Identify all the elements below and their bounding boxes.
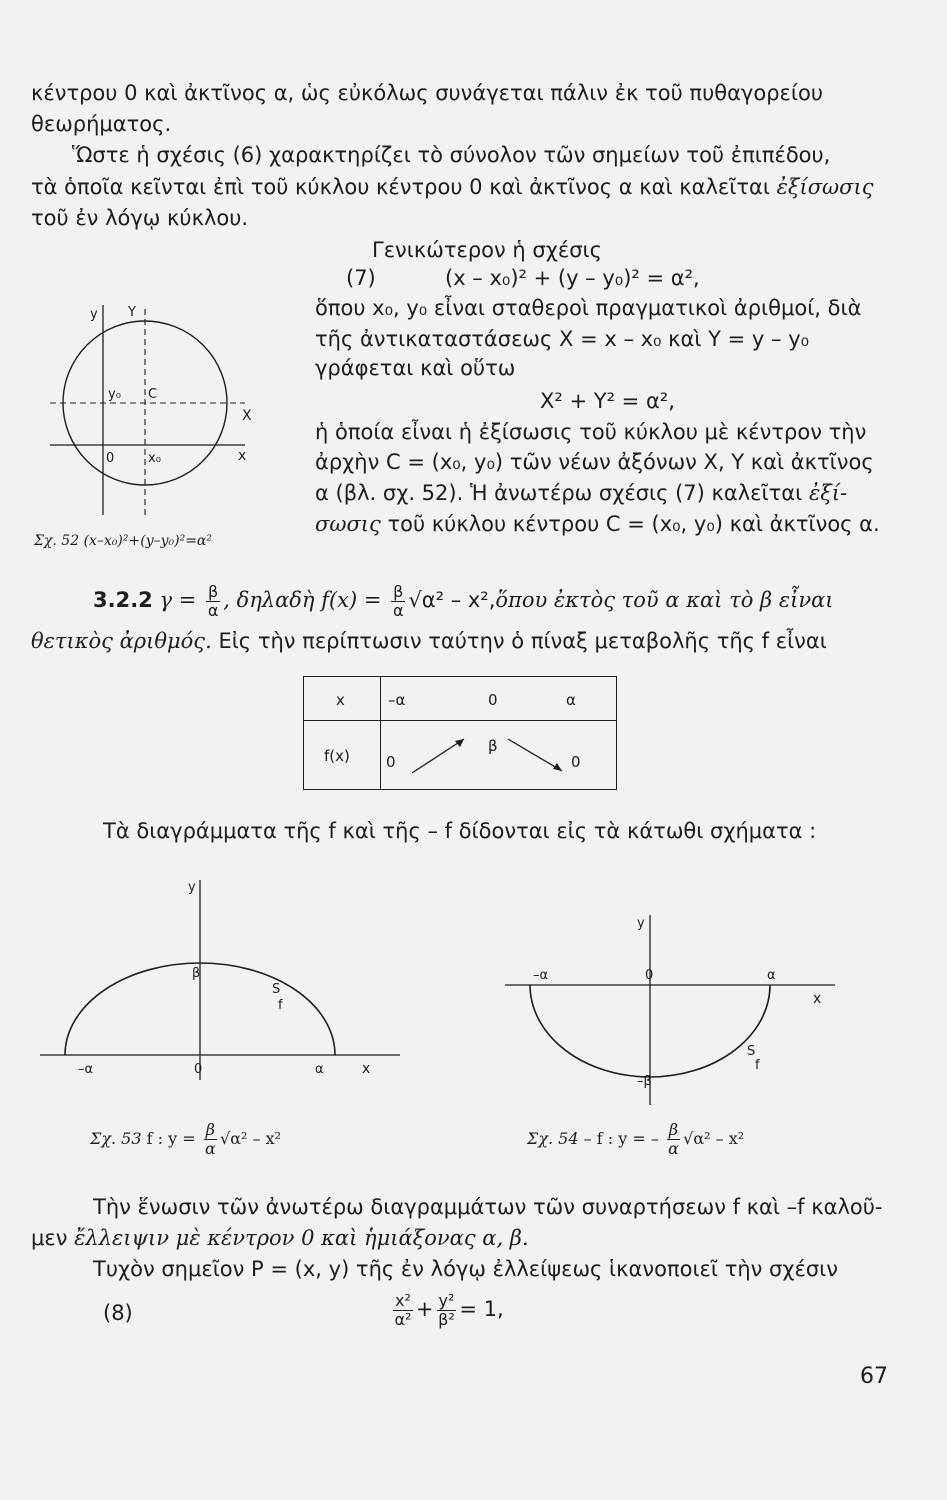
text-line-10: γράφεται καὶ οὕτω bbox=[315, 356, 516, 380]
fig52-y0-label: y₀ bbox=[108, 387, 121, 402]
y2-over-b2: $\frac{\text{y²}}{\text{β²}}$ bbox=[438, 1290, 455, 1329]
equation-7-label: (7) bbox=[346, 266, 376, 290]
text-line-19: Τυχὸν σημεῖον P = (x, y) τῆς ἐν λόγῳ ἐλλείψεως ἱκανοποιεῖ τὴν σχέσιν bbox=[93, 1257, 838, 1281]
fig53-caption-f: f : y = bbox=[146, 1129, 196, 1148]
fig54-caption-root: √α² – x² bbox=[683, 1129, 745, 1148]
arrow-increasing-head bbox=[455, 739, 464, 747]
text-line-18-italic: ἔλλειψιν μὲ κέντρον 0 καὶ ἡμιάξονας α, β. bbox=[74, 1226, 529, 1250]
arrow-decreasing-head bbox=[553, 763, 562, 771]
text-line-4 bbox=[31, 174, 874, 200]
arrow-decreasing bbox=[508, 739, 562, 771]
text-line-17: Τὴν ἕνωσιν τῶν ἀνωτέρω διαγραμμάτων τῶν συναρτήσεων f καὶ –f καλοῦ- bbox=[93, 1195, 883, 1219]
table-header-a: α bbox=[566, 691, 576, 709]
text-line-14-italic: σωσις bbox=[315, 512, 381, 536]
text-line-8: ὅπου x₀, y₀ εἶναι σταθεροὶ πραγματικοὶ ἀριθμοί, διὰ bbox=[315, 296, 862, 320]
sqrt-expr: √α² – x², bbox=[408, 588, 496, 612]
section-number: 3.2.2 bbox=[93, 588, 153, 612]
fig53-minus-a: –α bbox=[78, 1062, 94, 1077]
fig54-caption bbox=[527, 1122, 744, 1157]
text-line-11: ἡ ὁποία εἶναι ἡ ἐξίσωσις τοῦ κύκλου μὲ κέντρον τὴν bbox=[315, 420, 867, 444]
fig52-caption-num: Σχ. 52 bbox=[34, 533, 80, 549]
fig53-S-label: S bbox=[272, 982, 281, 997]
text-line-18 bbox=[31, 1225, 529, 1251]
fig54-a: α bbox=[767, 968, 776, 983]
text-line-5: τοῦ ἐν λόγῳ κύκλου. bbox=[31, 206, 249, 230]
text-line-16-main: Εἰς τὴν περίπτωσιν ταύτην ὁ πίναξ μεταβολῆς τῆς f εἶναι bbox=[218, 629, 827, 653]
beta-over-alpha: $\frac{\beta}{\alpha}$ bbox=[207, 581, 219, 620]
fig53-a: α bbox=[315, 1062, 324, 1077]
text-line-13-main: α (βλ. σχ. 52). Ἡ ἀνωτέρω σχέσις (7) καλεῖται bbox=[315, 481, 803, 505]
text-line-4-italic: ἐξίσωσις bbox=[776, 175, 874, 199]
figure-54 bbox=[505, 905, 905, 1115]
fig52-y-label: y bbox=[90, 307, 98, 322]
fig54-S-label: S bbox=[747, 1044, 756, 1059]
section-rest: ὅπου ἐκτὸς τοῦ α καὶ τὸ β εἶναι bbox=[495, 588, 834, 612]
fig53-caption-num: Σχ. 53 bbox=[90, 1129, 142, 1148]
table-value-left: 0 bbox=[386, 753, 396, 771]
fig52-Y-label: Y bbox=[128, 305, 136, 320]
x2-over-a2: $\frac{\text{x²}}{\text{α²}}$ bbox=[394, 1290, 412, 1329]
fig53-caption-frac: $\frac{\beta}{\alpha}$ bbox=[204, 1120, 216, 1158]
text-line-14 bbox=[315, 511, 880, 537]
diagrams-line: Τὰ διαγράμματα τῆς f καὶ τῆς – f δίδονται εἰς τὰ κάτωθι σχήματα : bbox=[103, 819, 817, 843]
text-line-3: Ὥστε ἡ σχέσις (6) χαρακτηρίζει τὸ σύνολον τῶν σημείων τοῦ ἐπιπέδου, bbox=[72, 143, 831, 167]
fig52-zero-label: 0 bbox=[106, 451, 115, 466]
fig54-f-label: f bbox=[755, 1058, 760, 1073]
fig54-caption-num: Σχ. 54 bbox=[527, 1129, 579, 1148]
gamma-eq: γ = bbox=[159, 588, 197, 612]
fig53-f-label: f bbox=[278, 998, 283, 1013]
arrow-increasing bbox=[412, 739, 464, 773]
fig53-y-label: y bbox=[188, 880, 196, 895]
text-line-16-italic: θετικὸς ἀριθμός. bbox=[31, 629, 212, 653]
text-line-6: Γενικώτερον ἡ σχέσις bbox=[372, 238, 602, 262]
figure-53 bbox=[40, 875, 440, 1085]
variation-table bbox=[303, 676, 617, 790]
equation-8-tail: = 1, bbox=[459, 1297, 504, 1321]
table-value-right: 0 bbox=[571, 753, 581, 771]
text-line-12: ἀρχὴν C = (x₀, y₀) τῶν νέων ἀξόνων X, Y καὶ ἀκτῖνος bbox=[315, 450, 874, 474]
beta-over-alpha-2: $\frac{\beta}{\alpha}$ bbox=[392, 581, 404, 620]
fig54-minus-b: –β bbox=[637, 1074, 652, 1089]
text-line-9: τῆς ἀντικαταστάσεως X = x – x₀ καὶ Y = y – y₀ bbox=[315, 327, 810, 351]
fig53-x-label: x bbox=[362, 1061, 371, 1077]
section-3-2-2 bbox=[93, 578, 834, 622]
equation-xy: X² + Y² = α², bbox=[540, 389, 675, 413]
fig52-x-label: x bbox=[238, 448, 247, 464]
fig53-caption-root: √α² – x² bbox=[220, 1129, 282, 1148]
table-row-label: f(x) bbox=[324, 747, 350, 765]
text-line-18-start: μεν bbox=[31, 1226, 68, 1250]
fig53-zero: 0 bbox=[194, 1062, 203, 1077]
text-line-4-main: τὰ ὁποῖα κεῖνται ἐπὶ τοῦ κύκλου κέντρου 0 καὶ ἀκτῖνος α καὶ καλεῖται bbox=[31, 175, 770, 199]
text-line-13 bbox=[315, 480, 847, 506]
fig52-caption-eq: (x–x₀)²+(y–y₀)²=α² bbox=[83, 533, 212, 549]
text-line-14-main: τοῦ κύκλου κέντρου C = (x₀, y₀) καὶ ἀκτῖνος α. bbox=[387, 512, 880, 536]
fig54-caption-frac: $\frac{\beta}{\alpha}$ bbox=[668, 1120, 679, 1158]
equation-8-label: (8) bbox=[103, 1301, 133, 1325]
text-line-16 bbox=[31, 628, 827, 654]
table-header-x: x bbox=[336, 691, 345, 709]
table-header-minus-a: –α bbox=[388, 691, 406, 709]
section-mid: , δηλαδὴ f(x) = bbox=[223, 588, 382, 612]
fig52-X-label: X bbox=[242, 408, 252, 424]
table-header-zero: 0 bbox=[488, 691, 498, 709]
equation-7: (x – x₀)² + (y – y₀)² = α², bbox=[445, 266, 700, 290]
figure-52 bbox=[40, 300, 310, 540]
text-line-2: θεωρήματος. bbox=[31, 112, 172, 136]
fig52-C-label: C bbox=[148, 387, 158, 402]
fig54-caption-f: – f : y = – bbox=[583, 1129, 659, 1148]
text-line-1: κέντρου 0 καὶ ἀκτῖνος α, ὡς εὐκόλως συνάγεται πάλιν ἐκ τοῦ πυθαγορείου bbox=[31, 81, 823, 105]
fig53-beta-label: β bbox=[192, 966, 201, 981]
table-value-top: β bbox=[488, 737, 498, 755]
fig54-zero: 0 bbox=[645, 968, 654, 983]
page-number: 67 bbox=[860, 1364, 888, 1389]
text-line-13-italic: ἐξί- bbox=[808, 481, 848, 505]
fig54-minus-a: –α bbox=[533, 968, 549, 983]
fig54-x-label: x bbox=[813, 991, 822, 1007]
fig54-y-label: y bbox=[637, 916, 645, 931]
equation-8: $\frac{\text{x²}}{\text{α²}}$ + $\frac{\text{y²}}{\text{β²}}$ = 1, bbox=[394, 1290, 504, 1329]
fig52-caption bbox=[34, 533, 212, 549]
table-arrows bbox=[304, 677, 616, 789]
fig52-x0-label: x₀ bbox=[148, 451, 161, 466]
fig53-caption bbox=[90, 1122, 281, 1157]
